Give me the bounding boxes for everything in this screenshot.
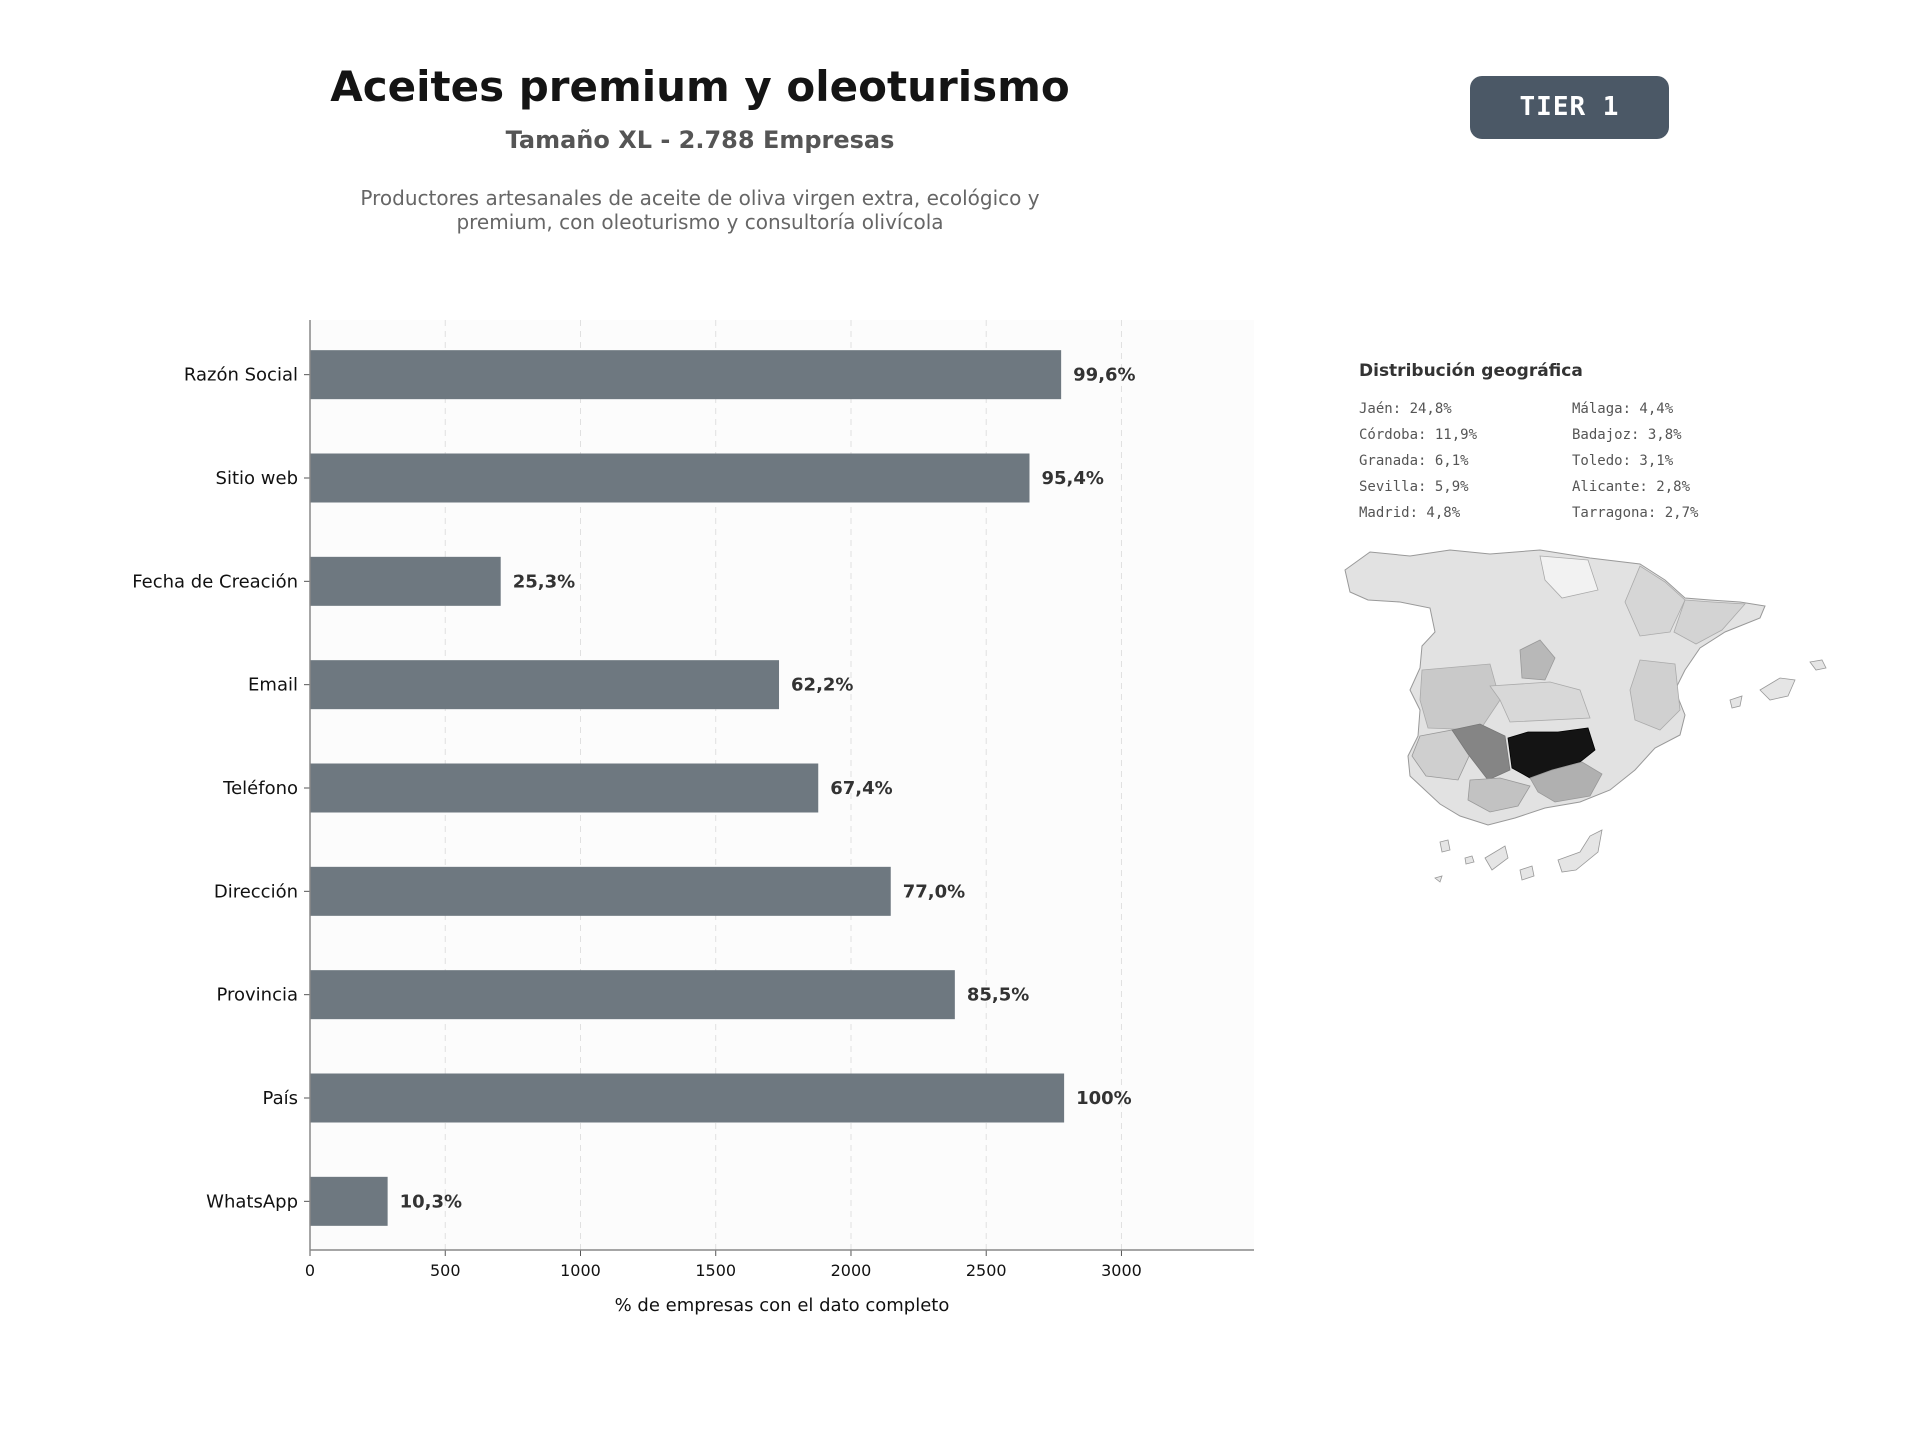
y-tick-label: Sitio web	[215, 468, 298, 489]
geo-item: Madrid: 4,8%	[1359, 505, 1461, 521]
page-subtitle: Tamaño XL - 2.788 Empresas	[505, 126, 895, 154]
tier-badge: TIER 1	[1470, 76, 1669, 139]
bar	[310, 1177, 388, 1226]
bar-value-label: 10,3%	[399, 1191, 463, 1213]
y-tick-label: Teléfono	[223, 778, 298, 799]
y-tick-label: País	[262, 1088, 298, 1109]
bar	[310, 867, 891, 916]
bar-value-label: 67,4%	[830, 778, 893, 799]
y-tick-label: Provincia	[216, 984, 298, 1006]
x-tick-label: 1500	[695, 1261, 737, 1280]
page-title: Aceites premium y oleoturismo	[330, 62, 1070, 111]
map-canary-islands	[1435, 830, 1602, 882]
bar-value-label: 77,0%	[902, 881, 966, 903]
x-tick-label: 0	[304, 1261, 316, 1280]
bar	[310, 970, 955, 1019]
bar	[310, 764, 818, 813]
geo-list-right	[1572, 396, 1698, 526]
bar-value-label: 85,5%	[966, 984, 1030, 1006]
description-line-2: premium, con oleoturismo y consultoría olivícola	[456, 210, 944, 234]
bar	[310, 1074, 1064, 1123]
geo-item: Badajoz: 3,8%	[1572, 427, 1682, 443]
bar-value-label: 62,2%	[791, 674, 854, 696]
y-tick-label: Email	[248, 674, 298, 696]
bar-value-label: 95,4%	[1041, 468, 1104, 489]
x-axis-ticks	[305, 1250, 1142, 1280]
x-tick-label: 500	[429, 1261, 461, 1280]
geo-item: Alicante: 2,8%	[1572, 479, 1691, 495]
geo-item: Granada: 6,1%	[1359, 453, 1469, 469]
bar	[310, 557, 501, 606]
x-tick-label: 3000	[1101, 1261, 1142, 1280]
geo-item: Jaén: 24,8%	[1359, 401, 1452, 417]
y-axis-labels	[132, 365, 310, 1213]
geo-list-left	[1359, 396, 1477, 526]
spain-choropleth-map	[1340, 540, 1850, 910]
geo-item: Córdoba: 11,9%	[1359, 427, 1478, 443]
geo-item: Málaga: 4,4%	[1572, 401, 1674, 417]
bar	[310, 454, 1029, 503]
bar-value-label: 99,6%	[1073, 364, 1136, 386]
y-tick-label: Fecha de Creación	[132, 571, 298, 593]
x-tick-label: 1000	[560, 1261, 601, 1280]
x-axis-title: % de empresas con el dato completo	[614, 1295, 950, 1316]
x-tick-label: 2000	[830, 1261, 872, 1280]
bar-value-label: 25,3%	[512, 571, 576, 593]
geo-item: Sevilla: 5,9%	[1359, 479, 1469, 495]
x-tick-label: 2500	[965, 1261, 1007, 1280]
description-line-1: Productores artesanales de aceite de oliva virgen extra, ecológico y	[360, 186, 1040, 210]
geo-item: Toledo: 3,1%	[1572, 453, 1674, 469]
bar-value-label: 100%	[1076, 1088, 1132, 1109]
map-balearic-islands	[1730, 660, 1826, 708]
y-tick-label: WhatsApp	[206, 1191, 298, 1213]
bar	[310, 350, 1061, 399]
geo-title: Distribución geográfica	[1359, 361, 1583, 381]
y-tick-label: Dirección	[213, 881, 298, 903]
y-tick-label: Razón Social	[183, 364, 298, 386]
geo-item: Tarragona: 2,7%	[1572, 505, 1699, 521]
bar	[310, 660, 779, 709]
